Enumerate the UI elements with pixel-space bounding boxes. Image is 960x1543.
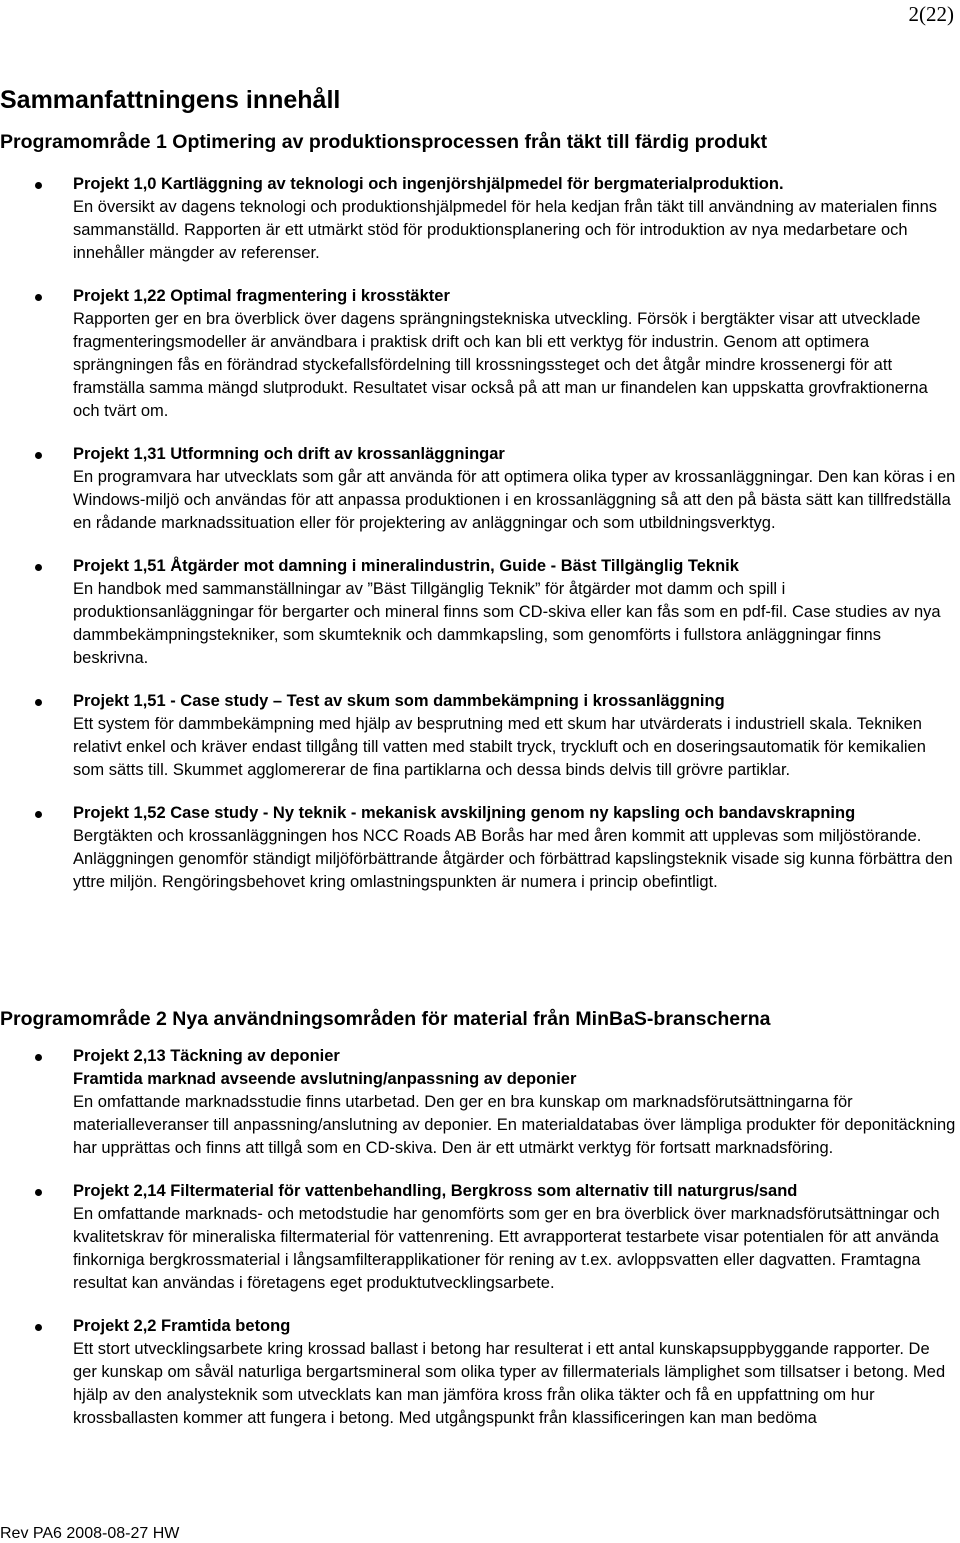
page-number: 2(22) — [908, 2, 954, 26]
project-item — [0, 555, 958, 670]
project-title: Projekt 2,2 Framtida betong — [73, 1317, 291, 1335]
bullet-icon — [35, 811, 42, 818]
project-item — [0, 690, 958, 782]
bullet-icon — [35, 564, 42, 571]
footer-revision: Rev PA6 2008-08-27 HW — [0, 1525, 180, 1542]
project-item — [0, 1315, 958, 1430]
project-title: Projekt 1,22 Optimal fragmentering i krosstäkter — [73, 287, 450, 305]
page-title: Sammanfattningens innehåll — [0, 86, 341, 114]
project-subtitle: Framtida marknad avseende avslutning/anpassning av deponier — [73, 1070, 577, 1088]
project-title: Projekt 1,51 Åtgärder mot damning i mineralindustrin, Guide - Bäst Tillgänglig Teknik — [73, 557, 739, 575]
section-2-heading: Programområde 2 Nya användningsområden för material från MinBaS-branscherna — [0, 1008, 771, 1030]
bullet-icon — [35, 699, 42, 706]
bullet-icon — [35, 182, 42, 189]
project-description: Ett stort utvecklingsarbete kring krossad ballast i betong har resulterat i ett antal kunskapsuppbyggande rapporter. De ger kunskap om såväl naturliga bergartsmineral som olika typer av fillermaterials lämplighet som tillsatser i betong. Med hjälp av den analysteknik som utvecklats kan man jämföra kross från olika täkter och få en uppfattning om hur krossballasten kommer att fungera i betong. Med utgångspunkt från klassificeringen kan man bedöma — [73, 1340, 946, 1427]
project-description: En omfattande marknadsstudie finns utarbetad. Den ger en bra kunskap om marknadsförutsättningarna för materialleveranser till anpassning/anslutning av deponier. En materialdatabas över lämpliga produkter för deponitäckning har upprättas och finns att tillgå som en CD-skiva. Den är ett utmärkt verktyg för fortsatt marknadsföring. — [73, 1093, 956, 1157]
section-1-project-list — [0, 173, 958, 914]
bullet-icon — [35, 1054, 42, 1061]
project-title: Projekt 2,13 Täckning av deponier — [73, 1047, 340, 1065]
project-title: Projekt 1,0 Kartläggning av teknologi och ingenjörshjälpmedel för bergmaterialproduktion. — [73, 175, 784, 193]
project-title: Projekt 2,14 Filtermaterial för vattenbehandling, Bergkross som alternativ till naturgrus/sand — [73, 1182, 798, 1200]
project-item — [0, 173, 958, 265]
project-description: Bergtäkten och krossanläggningen hos NCC Roads AB Borås har med åren kommit att upplevas som miljöstörande. Anläggningen genomför ständigt miljöförbättrande åtgärder och förbättrad kapslingsteknik visade sig kunna förbättra den yttre miljön. Rengöringsbehovet kring omlastningspunkten är numera i princip obefintligt. — [73, 827, 953, 891]
bullet-icon — [35, 1324, 42, 1331]
project-description: En översikt av dagens teknologi och produktionshjälpmedel för hela kedjan från täkt till användning av materialen finns sammanställd. Rapporten är ett utmärkt stöd för produktionsplanering och för introduktion av nya medarbetare och innehåller mängder av referenser. — [73, 198, 938, 262]
project-description: En programvara har utvecklats som går att använda för att optimera olika typer av krossanläggningar. Den kan köras i en Windows-miljö och användas för att anpassa produktionen i en krossanläggning så att den på bästa sätt kan tillfredställa en rådande marknadssituation eller för projektering av anläggningar och som utbildningsverktyg. — [73, 468, 956, 532]
project-title: Projekt 1,31 Utformning och drift av krossanläggningar — [73, 445, 505, 463]
bullet-icon — [35, 294, 42, 301]
project-item — [0, 443, 958, 535]
project-description: En handbok med sammanställningar av ”Bäst Tillgänglig Teknik” för åtgärder mot damm och spill i produktionsanläggningar för bergarter och mineral finns som CD-skiva eller kan fås som en pdf-fil. Case studies av nya dammbekämpningstekniker, som skumteknik och dammkapsling, som genomförts i fullstora anläggningar finns beskrivna. — [73, 580, 941, 667]
bullet-icon — [35, 1189, 42, 1196]
project-title: Projekt 1,51 - Case study – Test av skum som dammbekämpning i krossanläggning — [73, 692, 725, 710]
project-item — [0, 1045, 958, 1160]
project-title: Projekt 1,52 Case study - Ny teknik - mekanisk avskiljning genom ny kapsling och bandavskrapning — [73, 804, 856, 822]
project-description: Ett system för dammbekämpning med hjälp av besprutning med ett skum har utvärderats i industriell skala. Tekniken relativt enkel och kräver endast tillgång till vatten med stabilt tryck, tryckluft och en doseringsautomatik för kemikalien som sätts till. Skummet agglomererar de fina partiklarna och dessa binds delvis till grövre partiklar. — [73, 715, 926, 779]
project-description: Rapporten ger en bra överblick över dagens sprängningstekniska utveckling. Försök i bergtäkter visar att utvecklade fragmenteringsmodeller är användbara i praktisk drift och kan bli ett verktyg för industrin. Genom att optimera sprängningen fås en förändrad styckefallsfördelning till krossningssteget och det åtgår mindre krossenergi för att framställa samma mängd slutprodukt. Resultatet visar också på att man ur finandelen kan uppskatta grovfraktionerna och tvärt om. — [73, 310, 928, 420]
section-1-heading: Programområde 1 Optimering av produktionsprocessen från täkt till färdig produkt — [0, 131, 768, 153]
project-item — [0, 802, 958, 894]
bullet-icon — [35, 452, 42, 459]
project-item — [0, 285, 958, 423]
project-item — [0, 1180, 958, 1295]
section-2-project-list — [0, 1045, 958, 1450]
project-description: En omfattande marknads- och metodstudie har genomförts som ger en bra överblick över marknadsförutsättningar och kvalitetskrav för mineraliska filtermaterial för vattenrening. Ett avrapporterat testarbete visar potentialen för att använda finkorniga bergkrossmaterial i långsamfilterapplikationer för rening av t.ex. avloppsvatten eller dagvatten. Framtagna resultat kan användas i företagens eget produktutvecklingsarbete. — [73, 1205, 940, 1292]
